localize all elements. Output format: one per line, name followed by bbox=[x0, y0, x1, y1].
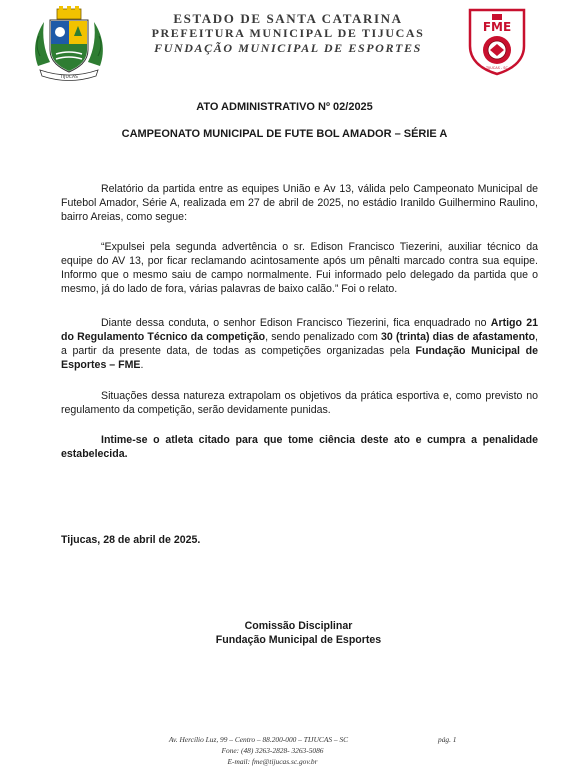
referee-quote-paragraph: “Expulsei pela segunda advertência o sr. Edison Francisco Tiezerini, auxiliar técnico da equipe do AV 13, por ficar reclamando acintosamente após um pênalti marcado contra sua equipe. Informo que o mesmo saiu de campo normalmente. Fui informado pelo delegado da partida que o mesmo, já do lado de fora, várias palavras de baixo calão.” Foi o relato. bbox=[61, 241, 538, 295]
foundation-reference: Fundação Municipal de Esportes – FME bbox=[61, 345, 538, 371]
penalty-text-1: Diante dessa conduta, o senhor Edison Francisco Tiezerini, fica enquadrado no bbox=[101, 317, 491, 329]
footer-address: Av. Hercílio Luz, 99 – Centro – 88.200-000 – TIJUCAS – SC bbox=[168, 735, 349, 744]
footer-phone: Fone: (48) 3263-2828- 3263-5086 bbox=[221, 746, 324, 755]
svg-text:TIJUCAS - SC: TIJUCAS - SC bbox=[486, 66, 508, 70]
penalty-text-3: , a partir da presente data, de todas as competições organizadas pela bbox=[61, 331, 538, 357]
act-title: ATO ADMINISTRATIVO Nº 02/2025 bbox=[196, 101, 373, 113]
penalty-text-2: , sendo penalizado com bbox=[265, 331, 381, 343]
footer-email: E-mail: fme@tijucas.sc.gov.br bbox=[227, 757, 318, 766]
place-date: Tijucas, 28 de abril de 2025. bbox=[61, 534, 201, 546]
city-hall-name: PREFEITURA MUNICIPAL DE TIJUCAS bbox=[151, 26, 425, 40]
article-reference: Artigo 21 do Regulamento Técnico da competição bbox=[61, 317, 538, 343]
foundation-name: FUNDAÇÃO MUNICIPAL DE ESPORTES bbox=[154, 41, 422, 55]
page-number: pág. 1 bbox=[438, 735, 457, 744]
report-paragraph: Relatório da partida entre as equipes União e Av 13, válida pelo Campeonato Municipal de Futebol Amador, Série A, realizada em 27 de abril de 2025, no estádio Iranildo Guilhermino Raulino, bairro Areias, como segue: bbox=[61, 183, 538, 223]
summons-paragraph: Intime-se o atleta citado para que tome ciência deste ato e cumpra a penalidade estabelecida. bbox=[61, 434, 538, 460]
penalty-paragraph bbox=[61, 316, 538, 372]
signature-committee: Comissão Disciplinar bbox=[244, 620, 353, 632]
crest-banner-text: TIJUCAS bbox=[60, 75, 78, 80]
penalty-text-4: . bbox=[140, 359, 144, 371]
municipal-crest-icon bbox=[30, 6, 108, 82]
fme-logo-text: FME bbox=[482, 20, 512, 34]
sanctions-paragraph: Situações dessa natureza extrapolam os objetivos da prática esportiva e, como previsto no regulamento da competição, serão devidamente punidas. bbox=[61, 390, 538, 416]
championship-title: CAMPEONATO MUNICIPAL DE FUTE BOL AMADOR – SÉRIE A bbox=[121, 128, 448, 140]
letterhead-text bbox=[118, 11, 458, 56]
suspension-duration: 30 (trinta) dias de afastamento bbox=[380, 331, 536, 343]
signature-foundation: Fundação Municipal de Esportes bbox=[215, 634, 382, 646]
fme-logo-icon bbox=[466, 6, 528, 76]
letterhead bbox=[0, 0, 569, 90]
state-name: ESTADO DE SANTA CATARINA bbox=[173, 11, 403, 26]
